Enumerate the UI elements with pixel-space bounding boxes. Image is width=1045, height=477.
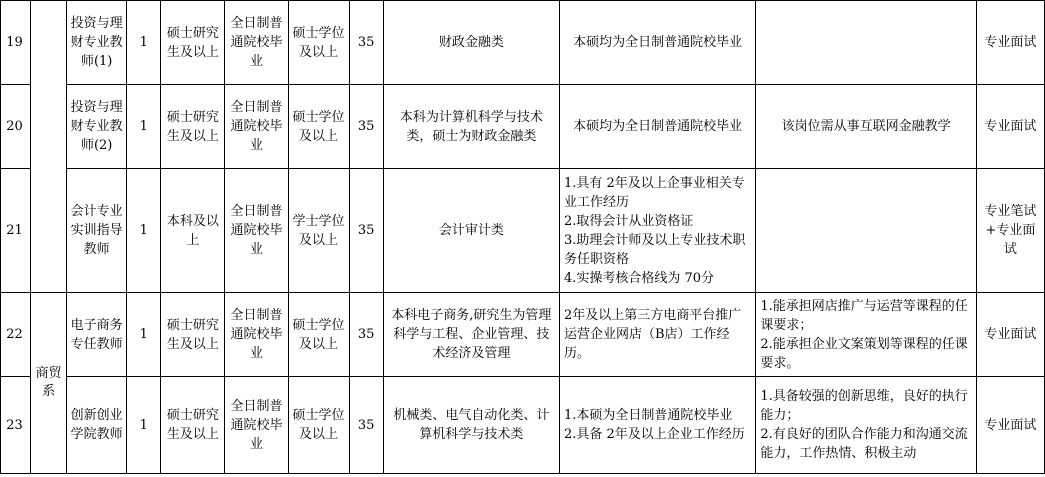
degree-requirement: 硕士学位及以上: [288, 1, 349, 85]
study-mode: 全日制普通院校毕业: [225, 169, 288, 293]
major-requirement: 财政金融类: [383, 1, 559, 85]
headcount: 1: [127, 169, 161, 293]
education-requirement: 硕士研究生及以上: [161, 85, 225, 169]
position-name: 投资与理财专业教师(2): [67, 85, 127, 169]
major-requirement: 会计审计类: [383, 169, 559, 293]
degree-requirement: 硕士学位及以上: [288, 377, 349, 474]
qualification-requirement: [560, 377, 756, 474]
row-number: 22: [1, 293, 31, 377]
age-limit: 35: [349, 169, 383, 293]
qualification-requirement: 2年及以上第三方电商平台推广运营企业网店（B店）工作经历。: [560, 293, 756, 377]
other-requirement: 该岗位需从事互联网金融教学: [756, 85, 976, 169]
exam-method: 专业笔试+专业面试: [976, 169, 1044, 293]
study-mode: 全日制普通院校毕业: [225, 377, 288, 474]
education-requirement: 硕士研究生及以上: [161, 1, 225, 85]
qualification-requirement: [560, 169, 756, 293]
age-limit: 35: [349, 1, 383, 85]
other-requirement: [756, 169, 976, 293]
table-row: [1, 293, 1045, 377]
age-limit: 35: [349, 293, 383, 377]
other-requirement: [756, 293, 976, 377]
exam-method: 专业面试: [976, 293, 1044, 377]
age-limit: 35: [349, 85, 383, 169]
position-name: 创新创业学院教师: [67, 377, 127, 474]
education-requirement: 硕士研究生及以上: [161, 377, 225, 474]
row-number: 20: [1, 85, 31, 169]
row-number: 21: [1, 169, 31, 293]
row-number: 19: [1, 1, 31, 85]
study-mode: 全日制普通院校毕业: [225, 293, 288, 377]
other-requirement: [756, 1, 976, 85]
table-row: [1, 85, 1045, 169]
education-requirement: 硕士研究生及以上: [161, 293, 225, 377]
qualification-line: 4.实操考核合格线为 70分: [564, 270, 715, 286]
degree-requirement: 学士学位及以上: [288, 169, 349, 293]
qualification-line: 2.取得会计从业资格证: [564, 213, 694, 229]
qualification-line: 2.具备 2年及以上企业工作经历: [564, 427, 745, 442]
qualification-requirement: 本硕均为全日制普通院校毕业: [560, 1, 756, 85]
qualification-line: 3.助理会计师及以上专业技术职务任职资格: [564, 232, 746, 267]
position-name: 会计专业实训指导教师: [67, 169, 127, 293]
position-name: 投资与理财专业教师(1): [67, 1, 127, 85]
age-limit: 35: [349, 377, 383, 474]
qualification-line: 1.具有 2年及以上企事业相关专业工作经历: [564, 175, 745, 210]
row-number: 23: [1, 377, 31, 474]
table-row: [1, 377, 1045, 474]
position-name: 电子商务专任教师: [67, 293, 127, 377]
table-row: [1, 1, 1045, 85]
major-requirement: 机械类、电气自动化类、计算机科学与技术类: [383, 377, 559, 474]
headcount: 1: [127, 1, 161, 85]
study-mode: 全日制普通院校毕业: [225, 1, 288, 85]
headcount: 1: [127, 293, 161, 377]
headcount: 1: [127, 85, 161, 169]
other-line: 1.具备较强的创新思维，良好的执行能力；: [760, 389, 968, 423]
table-row: [1, 169, 1045, 293]
exam-method: 专业面试: [976, 1, 1044, 85]
degree-requirement: 硕士学位及以上: [288, 293, 349, 377]
department-name: 商贸系: [31, 293, 67, 474]
education-requirement: 本科及以上: [161, 169, 225, 293]
major-requirement: 本科电子商务,研究生为管理科学与工程、企业管理、技术经济及管理: [383, 293, 559, 377]
department-cell-empty: [31, 1, 67, 293]
other-line: 2.能承担企业文案策划等课程的任课要求。: [760, 336, 968, 371]
other-line: 1.能承担网店推广与运营等课程的任课要求；: [760, 298, 968, 333]
other-requirement: [756, 377, 976, 474]
major-requirement: 本科为计算机科学与技术类，硕士为财政金融类: [383, 85, 559, 169]
headcount: 1: [127, 377, 161, 474]
exam-method: 专业面试: [976, 85, 1044, 169]
exam-method: 专业面试: [976, 377, 1044, 474]
qualification-line: 1.本硕为全日制普通院校毕业: [564, 408, 733, 423]
study-mode: 全日制普通院校毕业: [225, 85, 288, 169]
other-line: 2.有良好的团队合作能力和沟通交流能力，工作热情、积极主动: [760, 427, 968, 461]
qualification-requirement: 本硕均为全日制普通院校毕业: [560, 85, 756, 169]
degree-requirement: 硕士学位及以上: [288, 85, 349, 169]
